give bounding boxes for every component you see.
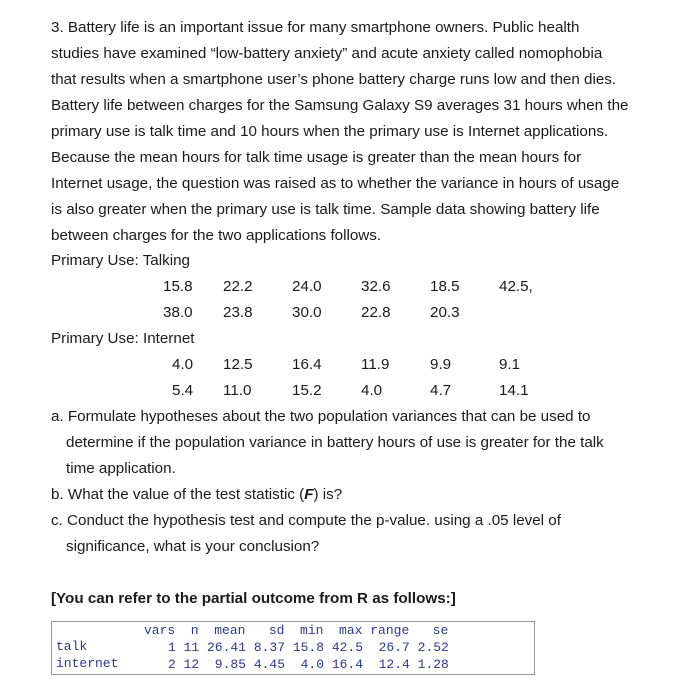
internet-value: 11.0: [223, 382, 252, 399]
talking-value: 32.6: [361, 278, 391, 295]
r-output-header: vars n mean sd min max range se: [144, 623, 449, 638]
r-row-values: 1 11 26.41 8.37 15.8 42.5 26.7 2.52: [168, 640, 449, 655]
r-row-label: talk: [56, 639, 88, 654]
talking-value: 38.0: [163, 304, 193, 321]
talking-label: Primary Use: Talking: [51, 252, 190, 269]
problem-line: 3. Battery life is an important issue for many smartphone owners. Public health: [51, 19, 580, 36]
talking-value: 15.8: [163, 278, 193, 295]
internet-value: 4.0: [361, 382, 383, 399]
question-c-line: significance, what is your conclusion?: [66, 538, 320, 555]
internet-value: 15.2: [292, 382, 322, 399]
problem-statement: [51, 15, 651, 249]
internet-value: 14.1: [499, 382, 529, 399]
question-b-pre: b. What the value of the test statistic (: [51, 486, 305, 503]
question-a-line: time application.: [66, 460, 176, 477]
question-a-line: determine if the population variance in battery hours of use is greater for the talk: [66, 434, 604, 451]
talking-value: 24.0: [292, 278, 322, 295]
question-c: [51, 508, 651, 560]
problem-line: between charges for the two applications follows.: [51, 227, 382, 244]
internet-value: 4.7: [430, 382, 452, 399]
problem-line: that results when a smartphone user’s phone battery charge runs low and then dies.: [51, 71, 617, 88]
internet-value: 5.4: [172, 382, 194, 399]
talking-value: 20.3: [430, 304, 460, 321]
problem-line: Internet usage, the question was raised as to whether the variance in hours of usage: [51, 175, 620, 192]
internet-value: 9.1: [499, 356, 521, 373]
problem-line: studies have examined “low-battery anxiety” and acute anxiety called nomophobia: [51, 45, 603, 62]
talking-value: 42.5,: [499, 278, 533, 295]
r-row-label: internet: [56, 656, 119, 671]
question-c-line: c. Conduct the hypothesis test and compute the p-value. using a .05 level of: [51, 512, 561, 529]
internet-value: 4.0: [172, 356, 194, 373]
problem-line: primary use is talk time and 10 hours when the primary use is Internet applications.: [51, 123, 609, 140]
internet-value: 9.9: [430, 356, 452, 373]
question-a-line: a. Formulate hypotheses about the two population variances that can be used to: [51, 408, 591, 425]
internet-value: 12.5: [223, 356, 253, 373]
question-b-post: ) is?: [313, 486, 343, 503]
talking-value: 23.8: [223, 304, 253, 321]
problem-line: Because the mean hours for talk time usage is greater than the mean hours for: [51, 149, 582, 166]
r-row-values: 2 12 9.85 4.45 4.0 16.4 12.4 1.28: [168, 657, 449, 672]
reference-note: [You can refer to the partial outcome from R as follows:]: [51, 590, 456, 607]
r-output-box: [51, 621, 535, 675]
question-a: [51, 404, 651, 482]
problem-line: is also greater when the primary use is talk time. Sample data showing battery life: [51, 201, 600, 218]
talking-value: 22.2: [223, 278, 253, 295]
question-b: [51, 482, 651, 508]
internet-value: 11.9: [361, 356, 390, 373]
talking-value: 30.0: [292, 304, 322, 321]
internet-label: Primary Use: Internet: [51, 330, 195, 347]
talking-value: 18.5: [430, 278, 460, 295]
f-statistic-symbol: F: [304, 486, 314, 503]
talking-value: 22.8: [361, 304, 391, 321]
internet-value: 16.4: [292, 356, 322, 373]
problem-line: Battery life between charges for the Samsung Galaxy S9 averages 31 hours when the: [51, 97, 629, 114]
